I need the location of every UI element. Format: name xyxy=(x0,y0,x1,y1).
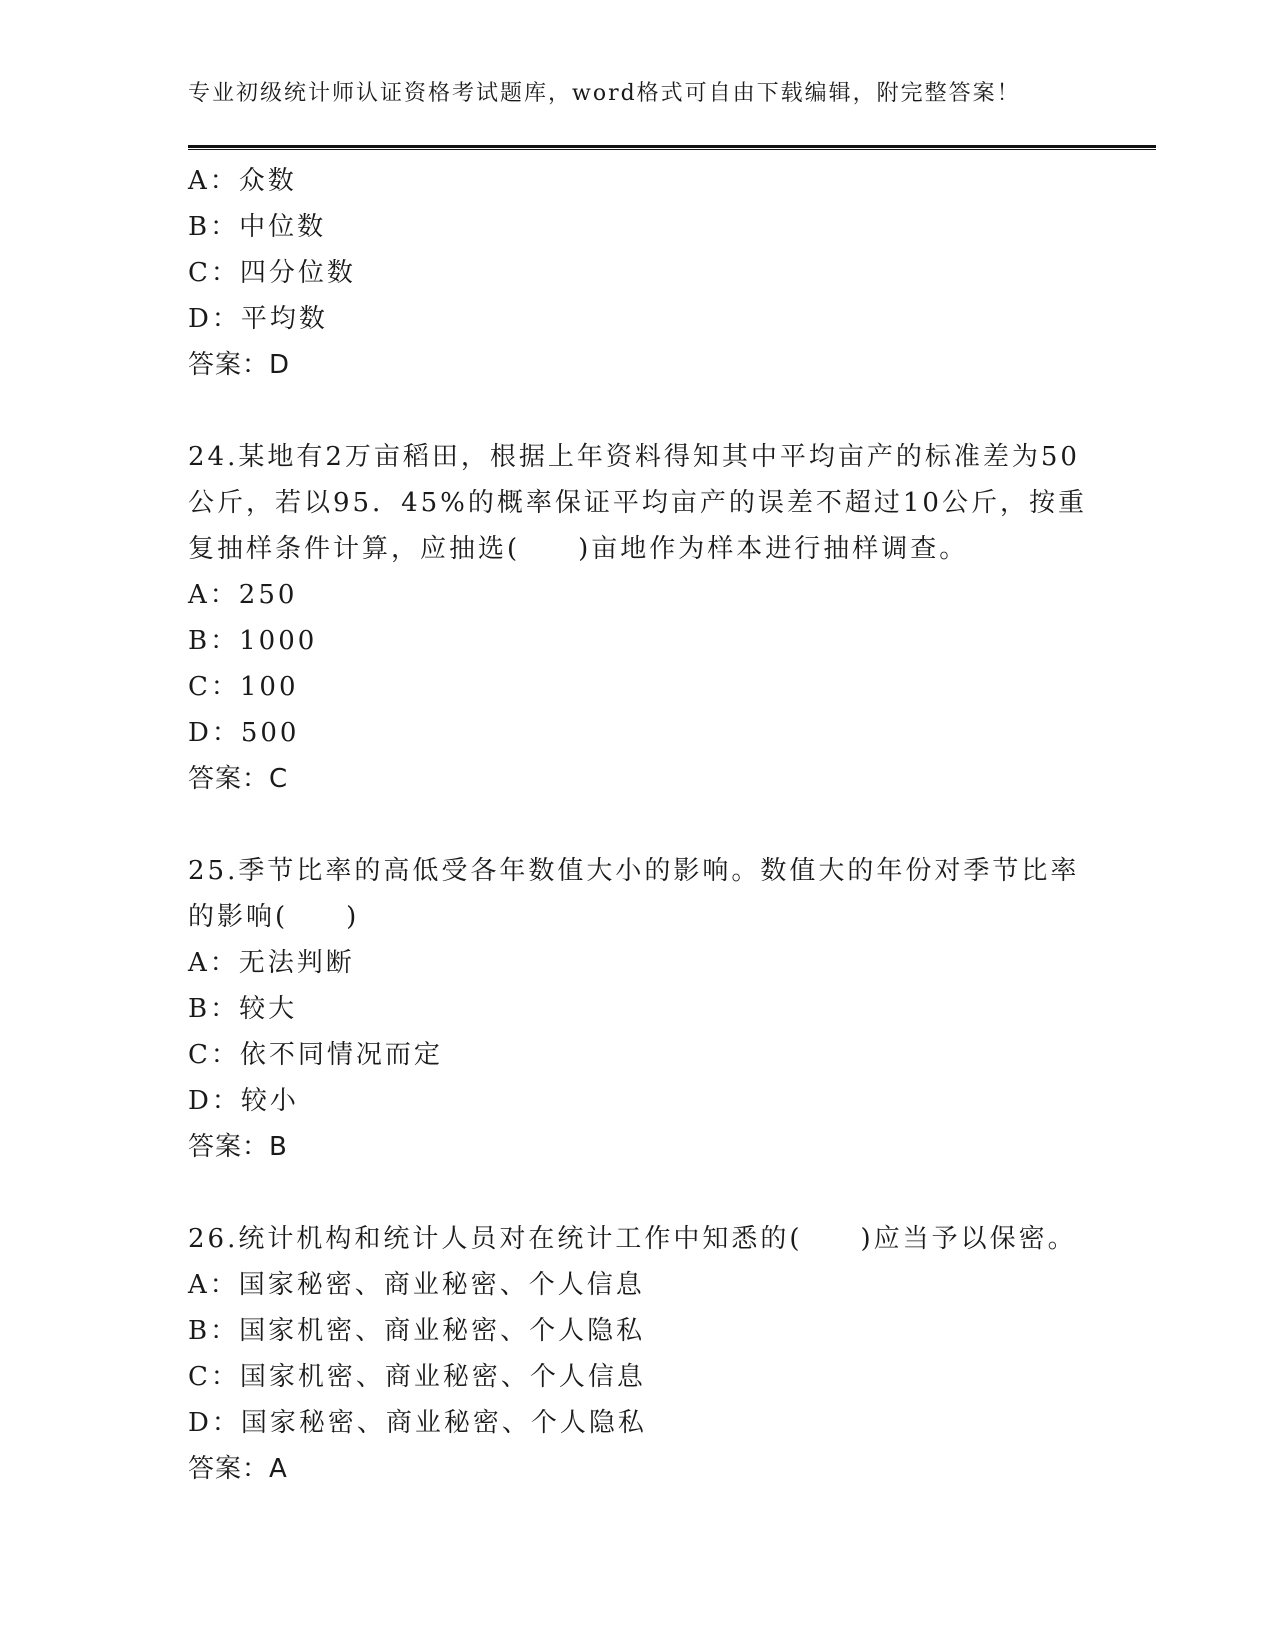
question-text: 公斤，若以95．45%的概率保证平均亩产的误差不超过10公斤，按重 xyxy=(188,488,1087,518)
question-text: 复抽样条件计算，应抽选( )亩地作为样本进行抽样调查。 xyxy=(188,534,969,564)
answer-line: 答案：A xyxy=(188,1454,288,1484)
option-c: C：100 xyxy=(188,672,299,702)
option-d: D：国家秘密、商业秘密、个人隐私 xyxy=(188,1408,647,1438)
question-text: 24.某地有2万亩稻田，根据上年资料得知其中平均亩产的标准差为50 xyxy=(188,442,1080,472)
question-text: 25.季节比率的高低受各年数值大小的影响。数值大的年份对季节比率 xyxy=(188,856,1080,886)
question-list xyxy=(188,158,1088,1492)
option-c: C：国家机密、商业秘密、个人信息 xyxy=(188,1362,646,1392)
option-d: D：平均数 xyxy=(188,304,328,334)
option-a: A：众数 xyxy=(188,166,297,196)
option-b: B：中位数 xyxy=(188,212,327,242)
option-d: D：500 xyxy=(188,718,300,748)
option-b: B：较大 xyxy=(188,994,298,1024)
question-text: 的影响( ) xyxy=(188,902,360,932)
option-b: B：1000 xyxy=(188,626,318,656)
option-b: B：国家机密、商业秘密、个人隐私 xyxy=(188,1316,646,1346)
option-a: A：国家秘密、商业秘密、个人信息 xyxy=(188,1270,645,1300)
question-block xyxy=(188,434,1088,802)
question-text: 26.统计机构和统计人员对在统计工作中知悉的( )应当予以保密。 xyxy=(188,1224,1077,1254)
option-a: A：250 xyxy=(188,580,298,610)
option-d: D：较小 xyxy=(188,1086,299,1116)
answer-line: 答案：D xyxy=(188,350,291,380)
spacer xyxy=(188,1170,1088,1216)
option-c: C：四分位数 xyxy=(188,258,356,288)
option-c: C：依不同情况而定 xyxy=(188,1040,443,1070)
question-block xyxy=(188,1216,1088,1492)
answer-line: 答案：C xyxy=(188,764,289,794)
spacer xyxy=(188,802,1088,848)
question-block xyxy=(188,848,1088,1170)
option-a: A：无法判断 xyxy=(188,948,355,978)
header-divider xyxy=(188,145,1156,150)
spacer xyxy=(188,388,1088,434)
question-block xyxy=(188,158,1088,388)
page-header: 专业初级统计师认证资格考试题库，word格式可自由下载编辑，附完整答案！ xyxy=(188,81,1021,106)
answer-line: 答案：B xyxy=(188,1132,288,1162)
